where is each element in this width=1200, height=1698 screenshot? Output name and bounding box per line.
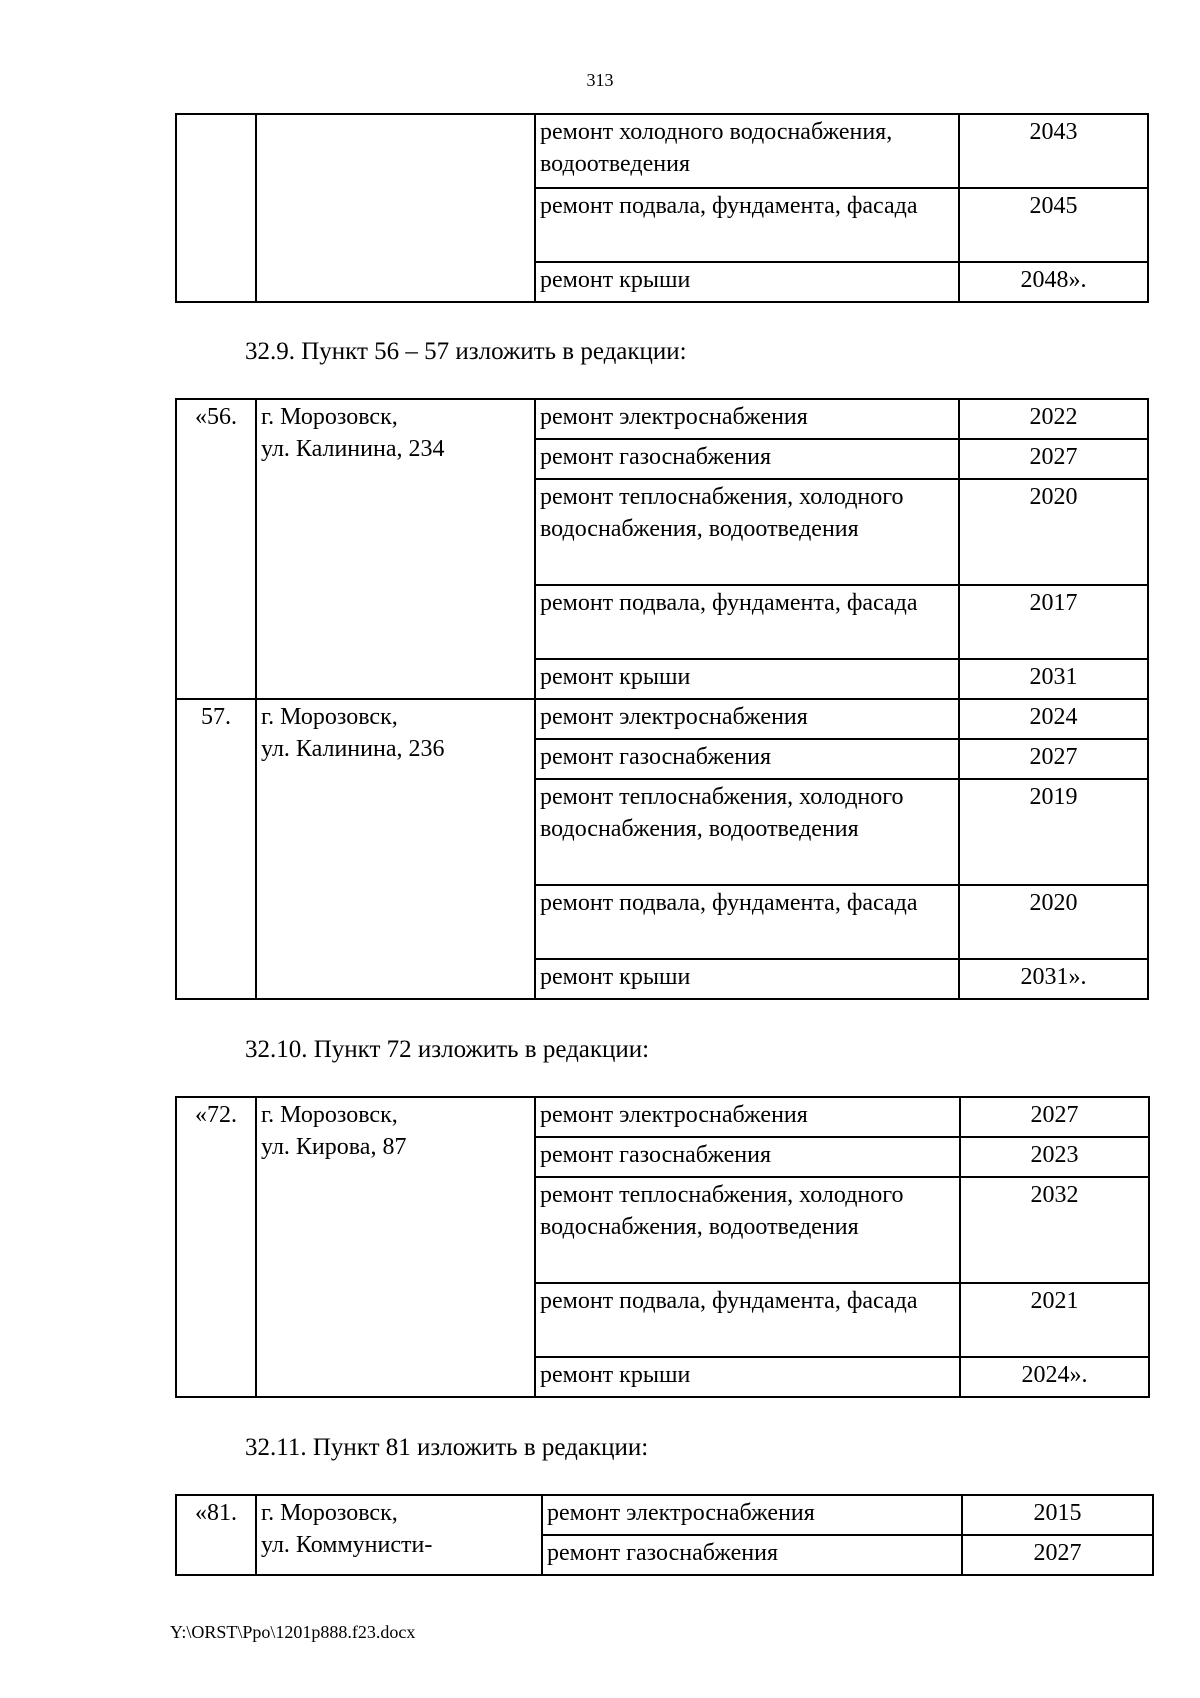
address-cell [256, 399, 535, 699]
year-cell: 2027 [959, 439, 1148, 479]
work-cell: ремонт подвала, фундамента, фасада [535, 1283, 960, 1357]
work-cell: ремонт холодного водоснабжения, водоотведения [535, 114, 959, 188]
work-cell: ремонт электроснабжения [542, 1495, 962, 1535]
year-cell: 2032 [960, 1177, 1149, 1283]
work-cell: ремонт газоснабжения [535, 1137, 960, 1177]
address-line: ул. Калинина, 236 [261, 736, 445, 762]
table-row [176, 1495, 1153, 1535]
work-cell: ремонт электроснабжения [535, 399, 959, 439]
work-cell: ремонт крыши [535, 959, 959, 999]
work-cell: ремонт подвала, фундамента, фасада [535, 885, 959, 959]
item-number: 57. [176, 699, 256, 999]
address-line: ул. Кирова, 87 [261, 1134, 407, 1160]
address-line: г. Морозовск, [261, 704, 398, 730]
work-cell: ремонт газоснабжения [542, 1535, 962, 1575]
year-cell: 2015 [962, 1495, 1153, 1535]
year-cell: 2019 [959, 779, 1148, 885]
work-cell: ремонт электроснабжения [535, 1097, 960, 1137]
work-cell: ремонт подвала, фундамента, фасада [535, 188, 959, 262]
page-number: 313 [586, 70, 614, 90]
table-row [176, 699, 1148, 739]
table-item-81 [175, 1494, 1154, 1576]
year-cell: 2045 [959, 188, 1148, 262]
year-cell: 2027 [960, 1097, 1149, 1137]
address-cell [256, 1495, 542, 1575]
table-item-72 [175, 1096, 1150, 1398]
paragraph-32-9: 32.9. Пункт 56 – 57 изложить в редакции: [245, 338, 687, 365]
paragraph-32-11: 32.11. Пункт 81 изложить в редакции: [245, 1434, 649, 1461]
year-cell: 2023 [960, 1137, 1149, 1177]
item-number: «56. [176, 399, 256, 699]
work-cell: ремонт крыши [535, 659, 959, 699]
address-line: г. Морозовск, [261, 1102, 398, 1128]
address-line: ул. Коммунисти- [261, 1532, 433, 1558]
year-cell: 2043 [959, 114, 1148, 188]
work-cell: ремонт теплоснабжения, холодного водоснабжения, водоотведения [535, 479, 959, 585]
table-top-continuation [175, 113, 1149, 303]
work-cell: ремонт крыши [535, 1357, 960, 1397]
work-cell: ремонт газоснабжения [535, 439, 959, 479]
year-cell: 2022 [959, 399, 1148, 439]
work-cell: ремонт электроснабжения [535, 699, 959, 739]
item-number: «72. [176, 1097, 256, 1397]
year-cell: 2031». [959, 959, 1148, 999]
table-row [176, 114, 1148, 188]
year-cell: 2031 [959, 659, 1148, 699]
work-cell: ремонт теплоснабжения, холодного водоснабжения, водоотведения [535, 779, 959, 885]
paragraph-32-10: 32.10. Пункт 72 изложить в редакции: [245, 1036, 650, 1063]
item-number: «81. [176, 1495, 256, 1575]
address-line: ул. Калинина, 234 [261, 436, 445, 462]
address-cell [256, 699, 535, 999]
address-line: г. Морозовск, [261, 1500, 398, 1526]
year-cell: 2027 [962, 1535, 1153, 1575]
year-cell: 2021 [960, 1283, 1149, 1357]
work-cell: ремонт крыши [535, 262, 959, 302]
year-cell: 2020 [959, 885, 1148, 959]
year-cell: 2024». [960, 1357, 1149, 1397]
num-cell [176, 114, 256, 302]
address-cell [256, 1097, 535, 1397]
work-cell: ремонт подвала, фундамента, фасада [535, 585, 959, 659]
address-cell [256, 114, 535, 302]
work-cell: ремонт теплоснабжения, холодного водоснабжения, водоотведения [535, 1177, 960, 1283]
table-row [176, 399, 1148, 439]
table-items-56-57 [175, 398, 1149, 1000]
year-cell: 2020 [959, 479, 1148, 585]
address-line: г. Морозовск, [261, 404, 398, 430]
file-path-footer: Y:\ORST\Ppo\1201p888.f23.docx [170, 1622, 416, 1642]
year-cell: 2027 [959, 739, 1148, 779]
table-row [176, 1097, 1149, 1137]
year-cell: 2048». [959, 262, 1148, 302]
year-cell: 2024 [959, 699, 1148, 739]
year-cell: 2017 [959, 585, 1148, 659]
work-cell: ремонт газоснабжения [535, 739, 959, 779]
